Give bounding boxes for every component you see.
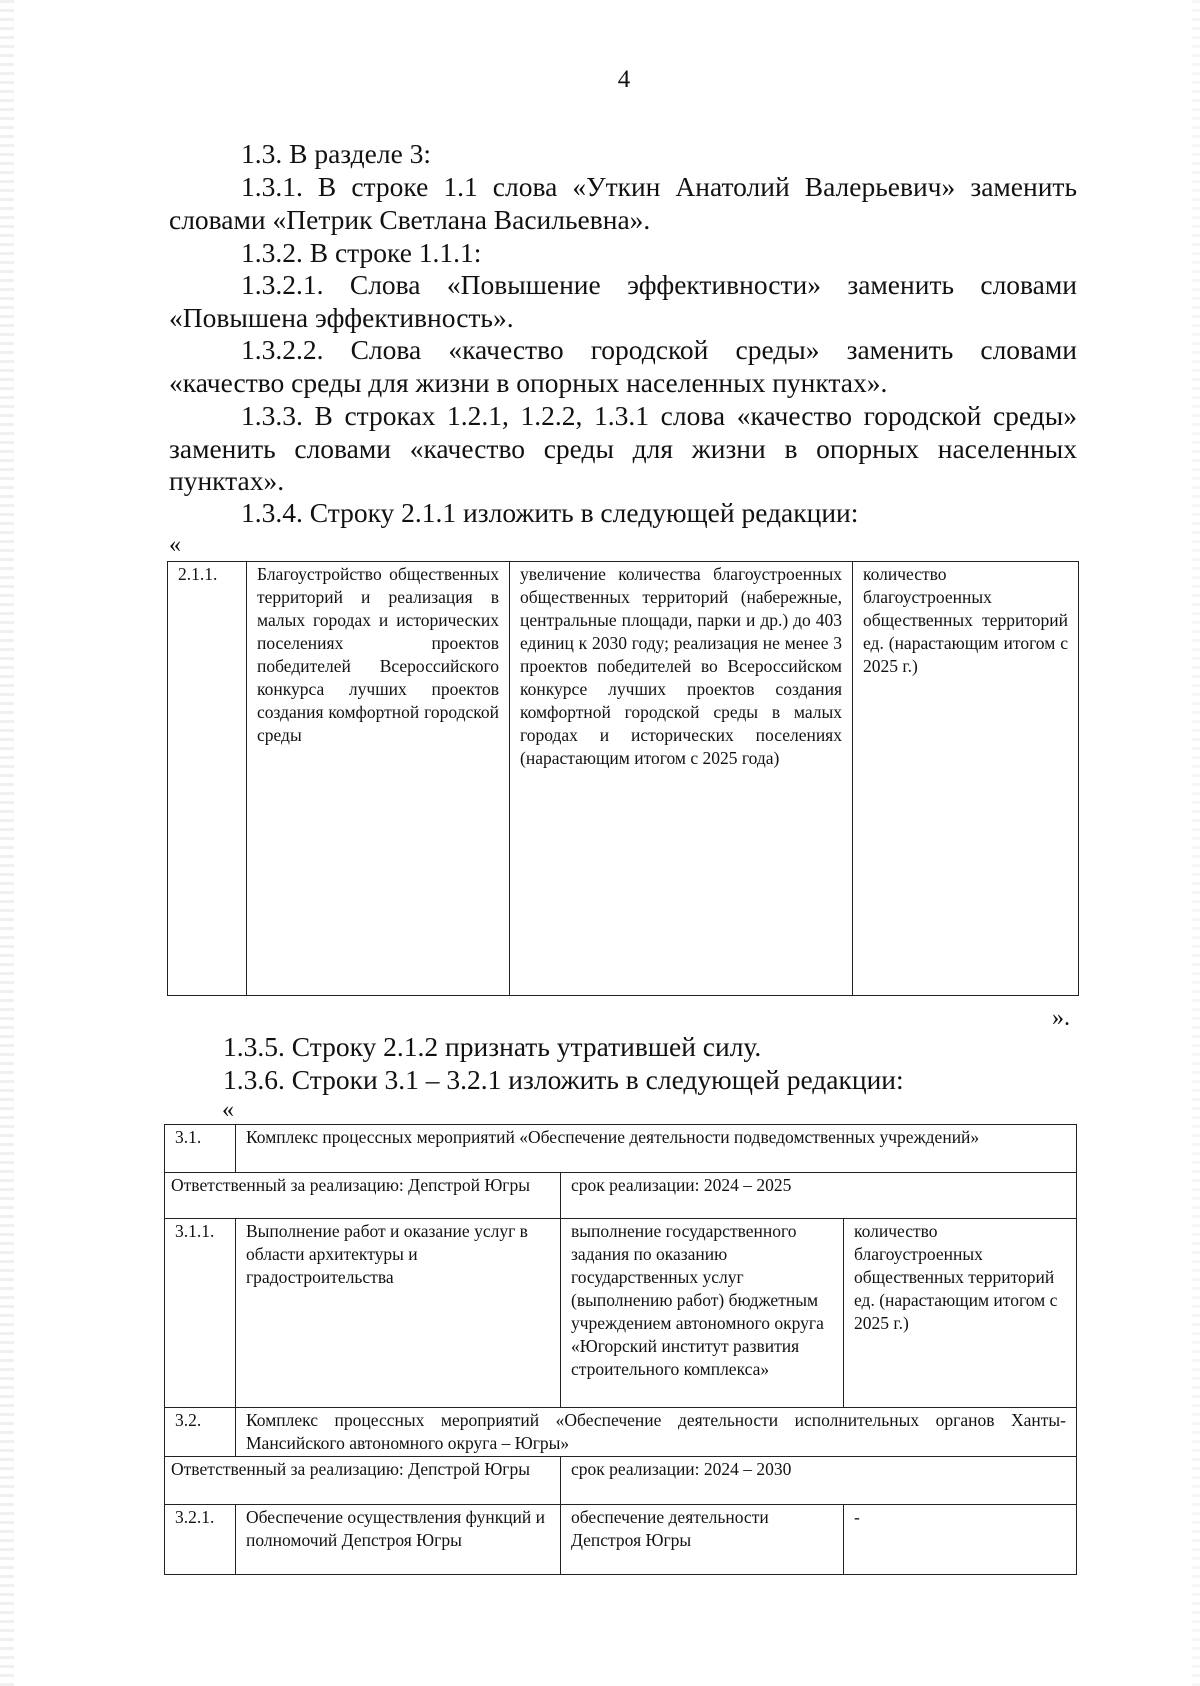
paragraph-1-3-5: 1.3.5. Строку 2.1.2 признать утратившей силу. [223,1031,762,1062]
t2-r5-term: срок реализации: 2024 – 2030 [561,1457,1077,1505]
t2-r3-task: выполнение государственного задания по оказанию государственных услуг (выполнению работ) бюджетным учреждением автономного округа «Югорский институт развития строительного комплекса» [561,1219,844,1408]
t2-r4-text: Комплекс процессных мероприятий «Обеспечение деятельности исполнительных органов Ханты-Мансийского автономного округа – Югры» [236,1408,1077,1457]
table-rows-3-1-to-3-2-1 [164,1124,1077,1575]
t2-r6-num: 3.2.1. [165,1505,236,1575]
t2-r6-indicator: - [844,1505,1077,1575]
scan-edge-right [1192,0,1200,1686]
close-quote-1: ». [1052,1005,1070,1031]
paragraph-1-3-2-1 [169,269,1077,334]
table-row-2-1-1 [167,561,1079,996]
paragraph-1-3-1 [169,171,1077,236]
paragraph-1-3-2-1-text: 1.3.2.1. Слова «Повышение эффективности» заменить словами «Повышена эффективность». [169,269,1077,333]
t2-r1-num: 3.1. [165,1125,236,1173]
open-quote-2: « [222,1097,234,1123]
t1-indicator: количество благоустроенных общественных территорий ед. (нарастающим итогом с 2025 г.) [853,562,1079,996]
t2-r3-indicator: количество благоустроенных общественных территорий ед. (нарастающим итогом с 2025 г.) [844,1219,1077,1408]
t2-r6-name: Обеспечение осуществления функций и полномочий Депстроя Югры [236,1505,561,1575]
paragraph-1-3-4: 1.3.4. Строку 2.1.1 изложить в следующей редакции: [241,497,859,528]
t2-r1-text: Комплекс процессных мероприятий «Обеспечение деятельности подведомственных учреждений» [236,1125,1077,1173]
t1-num: 2.1.1. [168,562,247,996]
paragraph-1-3-3 [169,400,1077,498]
open-quote-1: « [169,532,181,558]
t2-r6-task: обеспечение деятельности Депстроя Югры [561,1505,844,1575]
t2-r2-responsible: Ответственный за реализацию: Депстрой Югры [165,1173,561,1219]
paragraph-1-3: 1.3. В разделе 3: [241,138,432,169]
page-number: 4 [617,66,631,93]
paragraph-1-3-2: 1.3.2. В строке 1.1.1: [241,237,482,268]
paragraph-1-3-1-text: 1.3.1. В строке 1.1 слова «Уткин Анатолий Валерьевич» заменить словами «Петрик Светлана Васильевна». [169,171,1077,235]
paragraph-1-3-6: 1.3.6. Строки 3.1 – 3.2.1 изложить в следующей редакции: [223,1064,904,1095]
t2-r3-name: Выполнение работ и оказание услуг в области архитектуры и градостроительства [236,1219,561,1408]
t1-task: увеличение количества благоустроенных общественных территорий (набережные, центральные площади, парки и др.) до 403 единиц к 2030 году; реализация не менее 3 проектов победителей во Всероссийском конкурсе лучших проектов создания комфортной городской среды в малых городах и исторических поселениях (нарастающим итогом с 2025 года) [510,562,853,996]
t1-name: Благоустройство общественных территорий и реализация в малых городах и исторических поселениях проектов победителей Всероссийского конкурса лучших проектов создания комфортной городской среды [247,562,510,996]
paragraph-1-3-3-text: 1.3.3. В строках 1.2.1, 1.2.2, 1.3.1 слова «качество городской среды» заменить словами «качество среды для жизни в опорных населенных пунктах». [169,400,1077,496]
t2-r3-num: 3.1.1. [165,1219,236,1408]
t2-r5-responsible: Ответственный за реализацию: Депстрой Югры [165,1457,561,1505]
t2-r2-term: срок реализации: 2024 – 2025 [561,1173,1077,1219]
t2-r4-num: 3.2. [165,1408,236,1457]
paragraph-1-3-2-2-text: 1.3.2.2. Слова «качество городской среды» заменить словами «качество среды для жизни в опорных населенных пунктах». [169,334,1077,398]
scan-edge-left [0,0,14,1686]
paragraph-1-3-2-2 [169,334,1077,399]
